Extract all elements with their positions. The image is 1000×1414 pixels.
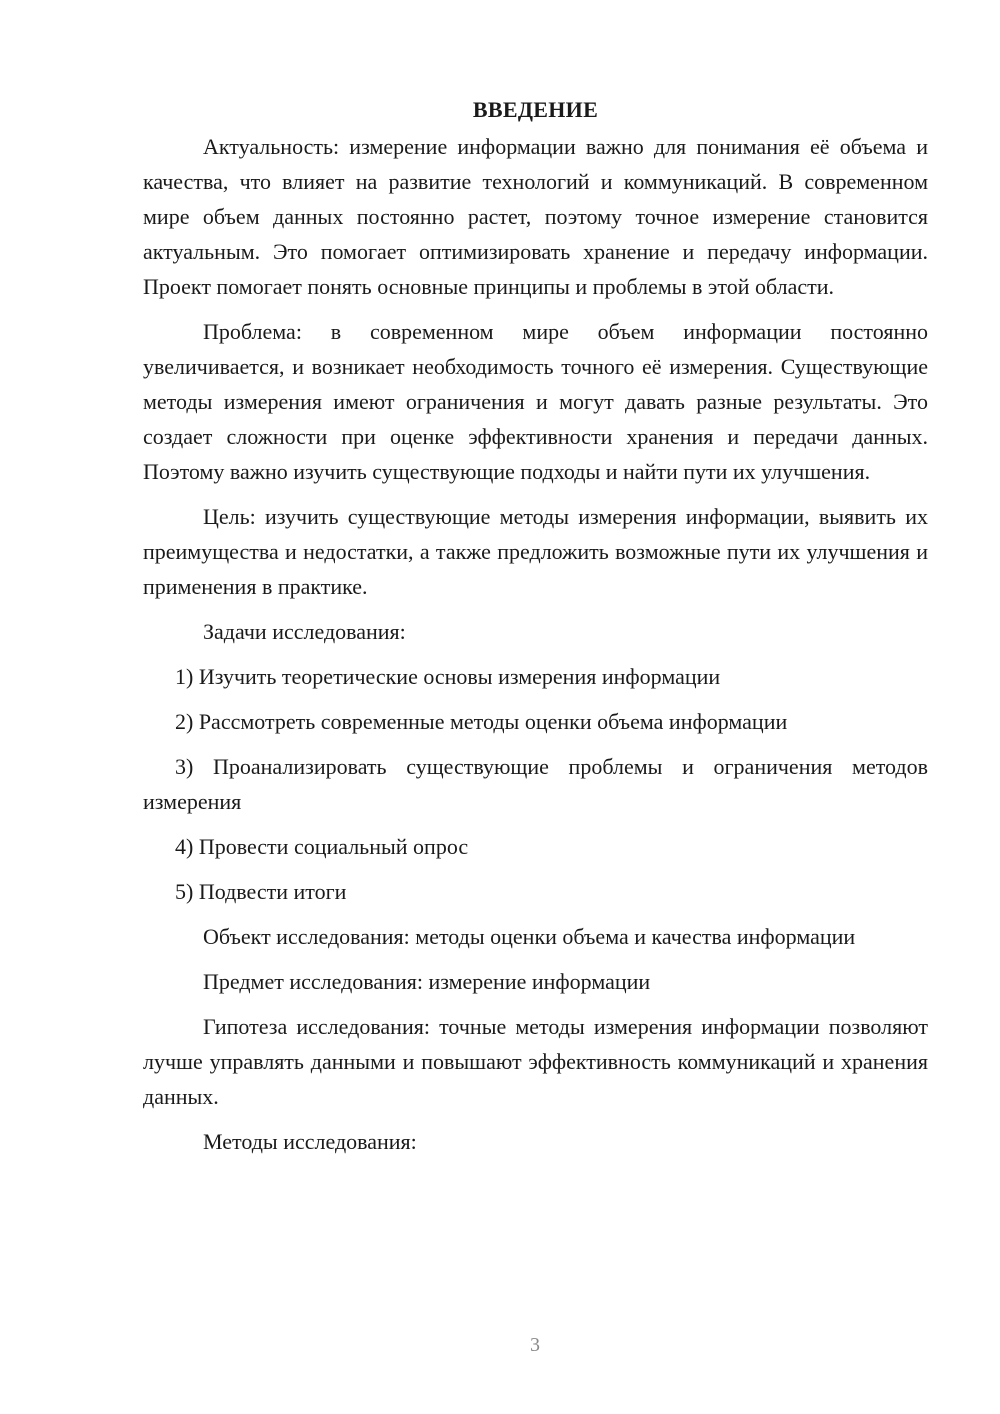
problem-paragraph: Проблема: в современном мире объем информации постоянно увеличивается, и возникает необходимость точного её измерения. Существующие методы измерения имеют ограничения и могут давать разные результаты. Это создает сложности при оценке эффективности хранения и передачи данных. Поэтому важно изучить существующие подходы и найти пути их улучшения. [143, 319, 928, 484]
task-item-2: 2) Рассмотреть современные методы оценки объема информации [175, 709, 788, 734]
task-item-3: 3) Проанализировать существующие проблемы и ограничения методов измерения [143, 754, 928, 814]
methods-heading: Методы исследования: [203, 1129, 417, 1154]
task-item-1: 1) Изучить теоретические основы измерения информации [175, 664, 721, 689]
subject-paragraph: Предмет исследования: измерение информации [203, 969, 651, 994]
relevance-paragraph: Актуальность: измерение информации важно для понимания её объема и качества, что влияет на развитие технологий и коммуникаций. В современном мире объем данных постоянно растет, поэтому точное измерение становится актуальным. Это помогает оптимизировать хранение и передачу информации. Проект помогает понять основные принципы и проблемы в этой области. [143, 134, 928, 299]
page-content [143, 92, 928, 1169]
tasks-heading: Задачи исследования: [203, 619, 406, 644]
task-item-4: 4) Провести социальный опрос [175, 834, 469, 859]
hypothesis-paragraph: Гипотеза исследования: точные методы измерения информации позволяют лучше управлять данными и повышают эффективность коммуникаций и хранения данных. [143, 1014, 928, 1109]
section-title: ВВЕДЕНИЕ [472, 97, 599, 122]
object-paragraph: Объект исследования: методы оценки объема и качества информации [203, 924, 856, 949]
goal-paragraph: Цель: изучить существующие методы измерения информации, выявить их преимущества и недостатки, а также предложить возможные пути их улучшения и применения в практике. [143, 504, 928, 599]
page-number: 3 [530, 1334, 540, 1356]
task-item-5: 5) Подвести итоги [175, 879, 347, 904]
